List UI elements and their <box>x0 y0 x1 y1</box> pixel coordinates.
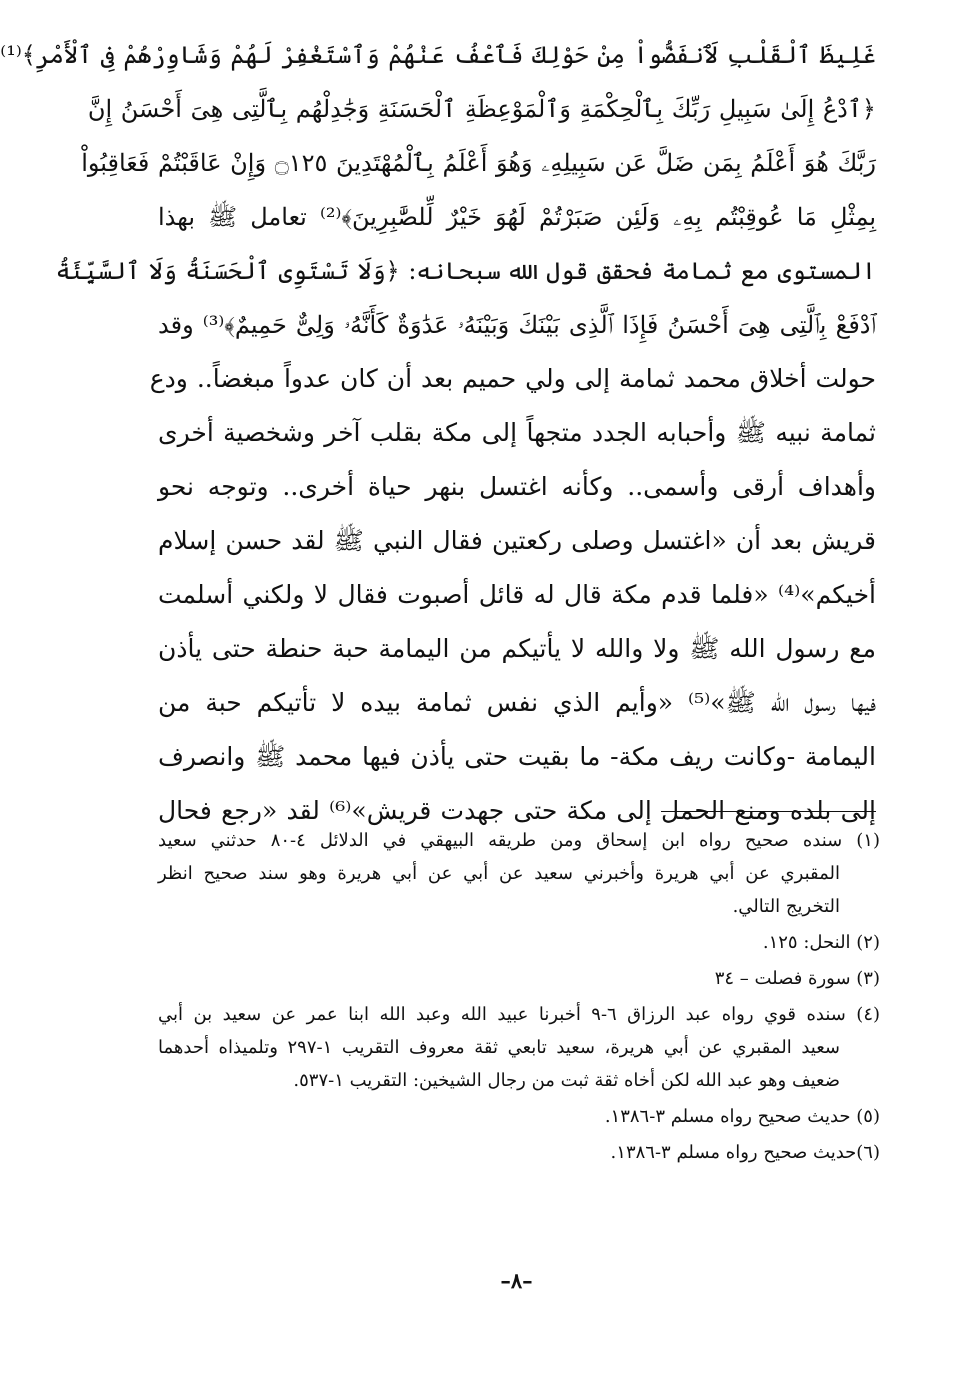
text-line-13: فيها رسول الله ﷺ»⁽⁵⁾ «وأيم الذي نفس ثمامة بيده لا تأتيكم حبة من <box>158 688 877 717</box>
text-line-12: مع رسول الله ﷺ ولا والله لا يأتيكم من اليمامة حبة حنطة حتى يأذن <box>158 634 876 663</box>
text-line-5: المستوى مع ثمامة فحقق قول الله سبحانه: ﴿وَلَا تَسْتَوِى ٱلْحَسَنَةُ وَلَا ٱلسَّيِّئَةُ <box>55 257 876 285</box>
text-line-11: أخيكم»⁽⁴⁾ «فلما قدم مكة قال له قائل أصبوت فقال لا ولكني أسلمت <box>158 580 876 609</box>
text-line-6: ٱدْفَعْ بِٱلَّتِى هِىَ أَحْسَنُ فَإِذَا ٱلَّذِى بَيْنَكَ وَبَيْنَهُۥ عَدَٰوَةٌ كَأَنَّهُۥ وَلِىٌّ حَمِيمٌ﴾⁽³⁾ وقد <box>158 311 876 339</box>
text-line-14: اليمامة -وكانت ريف مكة- ما بقيت حتى يأذن فيها محمد ﷺ وانصرف <box>158 742 876 771</box>
text-line-15: إلى بلده ومنع الحمل إلى مكة حتى جهدت قريش»⁽⁶⁾ لقد «رجع فحال <box>158 796 876 825</box>
footnote-1-line-2: المقبري عن أبي هريرة وأخبرني سعيد عن أبي عن أبي هريرة وهو سند صحيح انظر <box>158 863 840 884</box>
text-line-9: وأهداف أرقى وأسمى.. وكأنه اغتسل بنهر حياة أخرى.. وتوجه نحو <box>158 472 876 501</box>
footnotes <box>158 824 880 1169</box>
text-line-1: غَلِيظَ ٱلْقَلْبِ لَٱنفَضُّواْ مِنْ حَوْلِكَ فَٱعْفُ عَنْهُمْ وَٱسْتَغْفِرْ لَهُمْ وَشَاوِرْهُمْ فِى ٱلْأَمْرِ﴾⁽¹⁾ <box>0 41 876 69</box>
footnote-3: (٣) سورة فصلت – ٣٤ <box>714 968 880 989</box>
footnote-4-line-3: ضعيف وهو عبد الله لكن أخاه ثقة ثبت من رجال الشيخين: التقريب ١-٥٣٧. <box>293 1070 840 1091</box>
text-line-2: ﴿ٱدْعُ إِلَىٰ سَبِيلِ رَبِّكَ بِٱلْحِكْمَةِ وَٱلْمَوْعِظَةِ ٱلْحَسَنَةِ وَجَٰدِلْهُم بِٱلَّتِى هِىَ أَحْسَنُ إِنَّ <box>87 95 876 123</box>
footnote-2: (٢) النحل: ١٢٥. <box>762 932 880 953</box>
footnote-5: (٥) حديث صحيح رواه مسلم ٣-١٣٨٦. <box>604 1106 880 1127</box>
text-line-4: بِمِثْلِ مَا عُوقِبْتُم بِهِۦ وَلَئِن صَبَرْتُمْ لَهُوَ خَيْرٌ لِّلصَّٰبِرِينَ﴾⁽²⁾ تعامل ﷺ بهذا <box>158 203 876 231</box>
text-line-3: رَبَّكَ هُوَ أَعْلَمُ بِمَن ضَلَّ عَن سَبِيلِهِۦ وَهُوَ أَعْلَمُ بِٱلْمُهْتَدِينَ ۝١٢٥ وَإِنْ عَاقَبْتُمْ فَعَاقِبُواْ <box>81 149 876 177</box>
text-line-8: ثمامة نبيه ﷺ وأحبابه الجدد متجهاً إلى مكة بقلب آخر وشخصية أخرى <box>158 418 876 447</box>
footnote-1-line-3: التخريج التالي. <box>732 896 840 917</box>
page-number: –٨– <box>500 1268 533 1293</box>
footnote-1-line-1: (١) سنده صحيح رواه ابن إسحاق ومن طريقه البيهقي في الدلائل ٤-٨٠ حدثني سعيد <box>158 830 880 851</box>
main-text <box>0 28 877 838</box>
footnote-6: (٦)حديث صحيح رواه مسلم ٣-١٣٨٦. <box>610 1142 880 1163</box>
text-line-10: قريش بعد أن «اغتسل وصلى ركعتين فقال النبي ﷺ لقد حسن إسلام <box>158 526 876 555</box>
footnote-4-line-1: (٤) سنده قوي رواه عبد الرزاق ٦-٩ أخبرنا عبيد الله وعبد الله ابنا عمر عن سعيد بن أبي <box>158 1004 881 1025</box>
footnote-4-line-2: سعيد المقبري عن أبي هريرة، سعيد تابعي ثقة معروف التقريب ١-٢٩٧ وتلميذاه أحدهما <box>158 1037 840 1058</box>
text-line-7: حولت أخلاق محمد ثمامة إلى ولي حميم بعد أن كان عدواً مبغضاً.. ودع <box>149 364 876 393</box>
footnote-divider <box>661 811 876 812</box>
